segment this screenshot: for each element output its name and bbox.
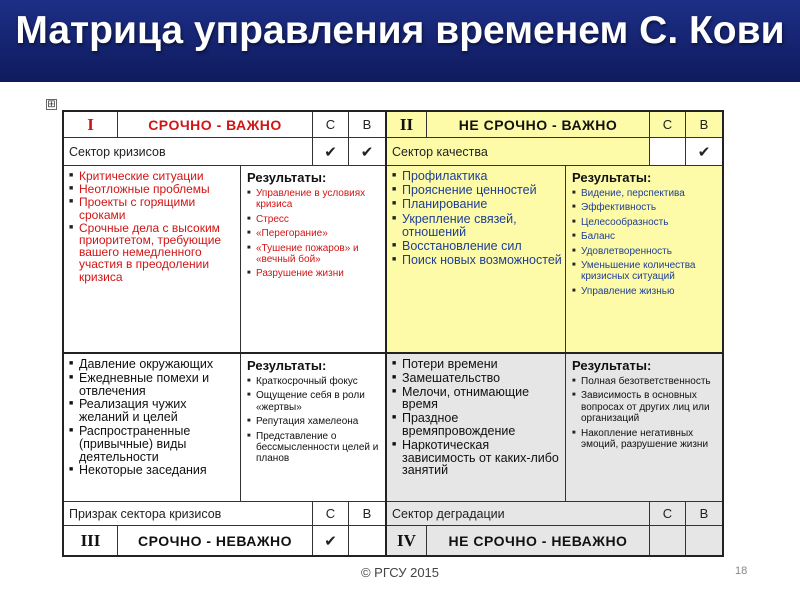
list-item: ■ Прояснение ценностей	[392, 184, 562, 197]
quadrant-4-items	[392, 358, 562, 478]
list-item: ■ Разрушение жизни	[247, 268, 381, 279]
list-item: ■ Некоторые заседания	[69, 464, 237, 477]
title-banner	[0, 0, 800, 82]
list-item: ■ Потери времени	[392, 358, 562, 371]
quadrant-2-items	[392, 170, 562, 268]
quadrant-1-sector: Сектор кризисов	[69, 144, 166, 159]
list-item: ■ Накопление негативных эмоций, разрушение жизни	[572, 428, 718, 451]
list-item: ■ Укрепление связей, отношений	[392, 213, 562, 239]
list-item: ■ Мелочи, отнимающие время	[392, 386, 562, 412]
quadrant-2-results	[565, 166, 722, 352]
list-item: ■ Управление в условиях кризиса	[247, 188, 381, 211]
list-item: ■ Полная безответственность	[572, 376, 718, 387]
list-item: ■ Зависимость в основных вопросах от других лиц или организаций	[572, 390, 718, 424]
list-item: ■ «Перегорание»	[247, 228, 381, 239]
quadrant-3	[64, 354, 387, 555]
list-item: ■ Баланс	[572, 231, 718, 242]
quadrant-3-items	[69, 358, 237, 478]
quadrant-2-header	[387, 112, 722, 138]
quadrant-4-header	[387, 526, 722, 555]
quadrant-1-results	[240, 166, 385, 352]
quadrant-1-urgent-check-icon: ✔	[324, 142, 337, 161]
list-item: ■ Неотложные проблемы	[69, 183, 237, 195]
quadrant-3-header	[64, 526, 385, 555]
list-item: ■ Эффективность	[572, 202, 718, 213]
quadrant-2	[387, 112, 722, 354]
quadrant-4-number: IV	[397, 530, 416, 550]
list-item: ■ Критические ситуации	[69, 170, 237, 182]
list-item: ■ Краткосрочный фокус	[247, 376, 381, 387]
quadrant-3-number: III	[80, 530, 101, 550]
list-item: ■ Ощущение себя в роли «жертвы»	[247, 390, 381, 413]
quadrant-1-important-label: В	[362, 117, 372, 132]
copyright-footer: © РГСУ 2015	[360, 565, 440, 580]
quadrant-2-urgent-label: С	[662, 117, 673, 132]
quadrant-1-sector-row	[64, 138, 385, 166]
quadrant-3-sector: Призрак сектора кризисов	[69, 506, 222, 521]
list-item: ■ Видение, перспектива	[572, 188, 718, 199]
quadrant-3-results	[240, 354, 385, 501]
slide-number: 18	[735, 565, 748, 577]
quadrant-3-sector-row	[64, 502, 385, 526]
quadrant-1-header	[64, 112, 385, 138]
quadrant-2-body	[387, 166, 722, 352]
list-item: ■ Целесообразность	[572, 217, 718, 228]
time-management-matrix	[62, 110, 724, 557]
list-item: ■ Ежедневные помехи и отвлечения	[69, 372, 237, 398]
quadrant-1-items	[69, 170, 237, 284]
list-item: ■ Уменьшение количества кризисных ситуаций	[572, 260, 718, 283]
list-item: ■ Поиск новых возможностей	[392, 254, 562, 267]
expand-icon[interactable]: ⊞	[47, 99, 56, 110]
quadrant-3-title: СРОЧНО - НЕВАЖНО	[137, 532, 293, 549]
quadrant-1-important-check-icon: ✔	[360, 142, 374, 161]
list-item: ■ Реализация чужих желаний и целей	[69, 398, 237, 424]
quadrant-2-sector-row	[387, 138, 722, 166]
quadrant-2-results-title: Результаты:	[572, 170, 652, 185]
quadrant-1-urgent-label: С	[325, 117, 336, 132]
quadrant-3-urgent-label: С	[325, 506, 336, 521]
quadrant-4-results-title: Результаты:	[572, 358, 652, 373]
list-item: ■ Праздное времяпровождение	[392, 412, 562, 438]
quadrant-4-body	[387, 354, 722, 502]
list-item: ■ Стресс	[247, 214, 381, 225]
list-item: ■ Давление окружающих	[69, 358, 237, 371]
quadrant-3-body	[64, 354, 385, 502]
list-item: ■ Профилактика	[392, 170, 562, 183]
quadrant-4-sector: Сектор деградации	[392, 506, 505, 521]
list-item: ■ «Тушение пожаров» и «вечный бой»	[247, 243, 381, 266]
quadrant-4-urgent-label: С	[662, 506, 673, 521]
list-item: ■ Срочные дела с высоким приоритетом, требующие вашего немедленного участия в преодолении кризиса	[69, 222, 237, 283]
list-item: ■ Планирование	[392, 198, 562, 211]
quadrant-1-number: I	[87, 114, 94, 134]
quadrant-3-important-label: В	[362, 506, 372, 521]
quadrant-3-results-title: Результаты:	[247, 358, 327, 373]
list-item: ■ Управление жизнью	[572, 286, 718, 297]
list-item: ■ Распространенные (привычные) виды деятельности	[69, 425, 237, 463]
list-item: ■ Восстановление сил	[392, 240, 562, 253]
quadrant-2-sector: Сектор качества	[392, 144, 488, 159]
list-item: ■ Проекты с горящими сроками	[69, 196, 237, 220]
list-item: ■ Наркотическая зависимость от каких-либо занятий	[392, 439, 562, 477]
quadrant-2-important-check-icon: ✔	[697, 142, 711, 161]
quadrant-4-sector-row	[387, 502, 722, 526]
quadrant-4	[387, 354, 722, 555]
quadrant-1-body	[64, 166, 385, 352]
quadrant-1	[64, 112, 387, 354]
quadrant-4-results	[565, 354, 722, 501]
quadrant-1-title: СРОЧНО - ВАЖНО	[148, 116, 282, 133]
list-item: ■ Замешательство	[392, 372, 562, 385]
quadrant-4-important-label: В	[699, 506, 709, 521]
list-item: ■ Репутация хамелеона	[247, 416, 381, 427]
quadrant-2-title: НЕ СРОЧНО - ВАЖНО	[458, 116, 618, 133]
page-title: Матрица управления временем С. Кови	[15, 9, 785, 52]
list-item: ■ Удовлетворенность	[572, 246, 718, 257]
quadrant-4-title: НЕ СРОЧНО - НЕВАЖНО	[448, 532, 628, 549]
quadrant-2-important-label: В	[699, 117, 709, 132]
quadrant-3-urgent-check-icon: ✔	[324, 531, 337, 550]
list-item: ■ Представление о бессмысленности целей и планов	[247, 431, 381, 465]
quadrant-1-results-title: Результаты:	[247, 170, 327, 185]
quadrant-2-number: II	[399, 114, 414, 134]
